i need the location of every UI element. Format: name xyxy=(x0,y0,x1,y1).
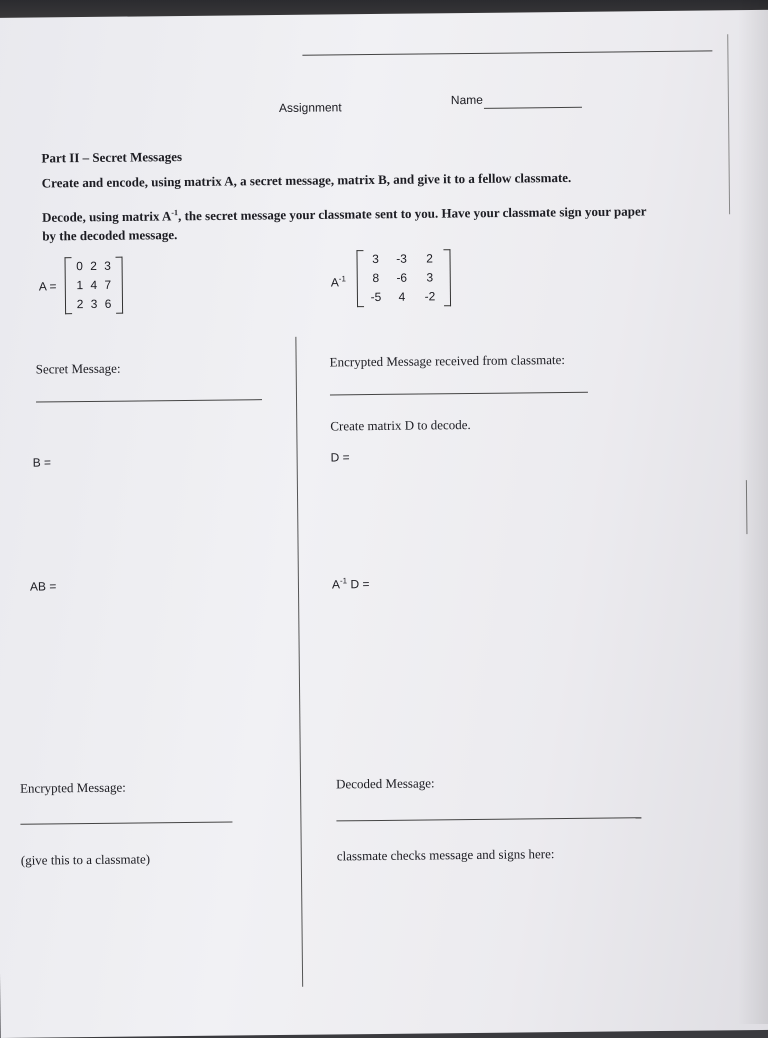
matrix-a xyxy=(73,257,116,314)
encrypted-message-label: Encrypted Message: xyxy=(19,779,126,796)
classmate-sign-note: classmate checks message and signs here: xyxy=(336,846,555,864)
matrix-a-inverse-letter: A xyxy=(330,275,339,290)
matrix-a-inverse-cell: 3 xyxy=(372,251,379,267)
received-message-line xyxy=(330,392,588,396)
column-divider xyxy=(295,337,303,987)
instruction-line-3: by the decoded message. xyxy=(42,227,178,244)
matrix-a-cell: 3 xyxy=(90,296,98,311)
matrix-a-inverse-cell: 2 xyxy=(426,251,433,266)
name-line xyxy=(484,107,582,109)
part-title: Part II – Secret Messages xyxy=(41,148,183,166)
instruction-line-1: Create and encode, using matrix A, a secret message, matrix B, and give it to a fellow classmate. xyxy=(41,169,572,191)
create-matrix-d-label: Create matrix D to decode. xyxy=(330,416,471,434)
matrix-a-inverse-cell: -5 xyxy=(370,289,382,305)
worksheet-paper xyxy=(0,10,768,1038)
matrix-a-cell: 4 xyxy=(90,277,98,292)
matrix-a-cell: 6 xyxy=(104,296,112,311)
matrix-a-left-bracket xyxy=(65,257,73,314)
matrix-a-inverse xyxy=(364,249,443,307)
assignment-label: Assignment xyxy=(278,100,342,115)
matrix-a-cell: 1 xyxy=(76,278,84,293)
instruction-line-2 xyxy=(42,203,647,226)
ab-label: AB = xyxy=(29,579,57,594)
matrix-a-cell: 0 xyxy=(76,259,84,274)
matrix-a-inverse-label xyxy=(331,274,346,289)
matrix-a-cell: 2 xyxy=(90,258,98,273)
matrix-a-cell: 2 xyxy=(76,297,84,312)
ainv-d-sup: -1 xyxy=(339,576,348,586)
secret-message-line xyxy=(36,399,262,402)
ainv-d-rest: D = xyxy=(347,577,370,592)
encrypted-message-line xyxy=(20,822,232,825)
margin-mark xyxy=(727,34,730,214)
header-rule xyxy=(302,50,712,55)
matrix-a-inverse-cell: -3 xyxy=(396,251,407,266)
decoded-message-label: Decoded Message: xyxy=(335,775,435,792)
matrix-a-inverse-sup: -1 xyxy=(338,274,346,284)
b-label: B = xyxy=(32,455,52,470)
paper-shadow xyxy=(738,0,768,1024)
matrix-a-inverse-right-bracket xyxy=(443,249,451,306)
instruction-line-2-end: , the secret message your classmate sent to you. Have your classmate sign your paper xyxy=(177,203,647,224)
give-to-classmate-note: (give this to a classmate) xyxy=(20,851,151,868)
matrix-a-cell: 3 xyxy=(104,258,112,273)
secret-message-label: Secret Message: xyxy=(35,360,121,377)
ainv-d-label xyxy=(332,576,370,591)
decoded-message-line xyxy=(336,817,641,821)
received-message-label: Encrypted Message received from classmate: xyxy=(329,351,566,370)
ainv-d-letter: A xyxy=(331,577,341,592)
name-label: Name xyxy=(450,92,483,108)
d-label: D = xyxy=(330,450,350,465)
matrix-a-inverse-cell: 3 xyxy=(426,270,434,285)
matrix-a-inverse-cell: 8 xyxy=(372,270,380,286)
matrix-a-label: A = xyxy=(38,279,57,294)
matrix-a-right-bracket xyxy=(116,257,124,314)
inverse-superscript: -1 xyxy=(171,208,179,218)
matrix-a-cell: 7 xyxy=(104,277,112,292)
matrix-a-inverse-cell: -6 xyxy=(396,270,408,285)
instruction-line-2-start: Decode, using matrix A xyxy=(42,208,172,225)
matrix-a-inverse-cell: -2 xyxy=(424,289,436,304)
matrix-a-inverse-left-bracket xyxy=(356,250,364,307)
matrix-a-inverse-cell: 4 xyxy=(398,289,406,304)
